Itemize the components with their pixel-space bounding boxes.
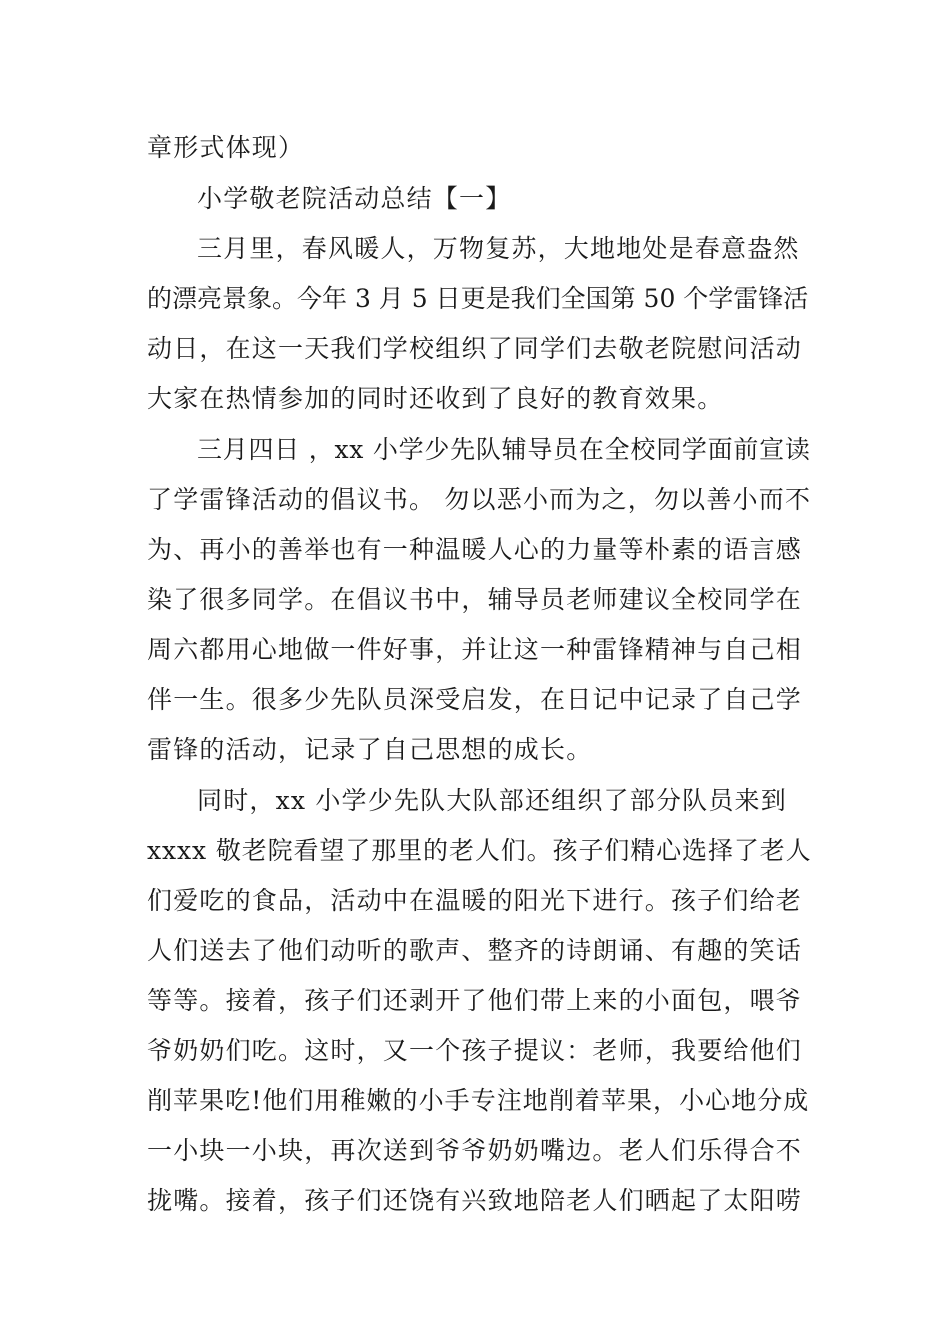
text-line: 们爱吃的食品，活动中在温暖的阳光下进行。孩子们给老 <box>147 886 803 915</box>
text-line: 等等。接着，孩子们还剥开了他们带上来的小面包，喂爷 <box>147 986 803 1015</box>
text-line: 爷奶奶们吃。这时，又一个孩子提议：老师，我要给他们 <box>147 1036 803 1065</box>
text-line: 三月里，春风暖人，万物复苏，大地地处是春意盎然 <box>197 234 800 263</box>
section-heading: 小学敬老院活动总结【一】 <box>197 184 512 213</box>
text-line: 了学雷锋活动的倡议书。 勿以恶小而为之，勿以善小而不 <box>147 485 812 514</box>
text-line: 大家在热情参加的同时还收到了良好的教育效果。 <box>147 384 724 413</box>
text-line: 一小块一小块，再次送到爷爷奶奶嘴边。老人们乐得合不 <box>147 1136 803 1165</box>
text-line: 削苹果吃!他们用稚嫩的小手专注地削着苹果，小心地分成 <box>147 1086 810 1115</box>
text-line: 人们送去了他们动听的歌声、整齐的诗朗诵、有趣的笑话 <box>147 936 803 965</box>
text-line: 为、再小的善举也有一种温暖人心的力量等朴素的语言感 <box>147 535 803 564</box>
text-line: 雷锋的活动，记录了自己思想的成长。 <box>147 735 593 764</box>
text-line: 动日，在这一天我们学校组织了同学们去敬老院慰问活动 <box>147 334 803 363</box>
text-line: xxxx 敬老院看望了那里的老人们。孩子们精心选择了老人 <box>147 836 812 865</box>
text-line: 染了很多同学。在倡议书中，辅导员老师建议全校同学在 <box>147 585 803 614</box>
text-line: 的漂亮景象。今年 3 月 5 日更是我们全国第 50 个学雷锋活 <box>147 284 809 313</box>
text-line: 拢嘴。接着，孩子们还饶有兴致地陪老人们晒起了太阳唠 <box>147 1186 803 1215</box>
text-line: 周六都用心地做一件好事，并让这一种雷锋精神与自己相 <box>147 635 803 664</box>
text-line: 同时，xx 小学少先队大队部还组织了部分队员来到 <box>197 786 787 815</box>
text-line: 章形式体现） <box>147 133 305 162</box>
text-line: 三月四日 ，xx 小学少先队辅导员在全校同学面前宣读 <box>197 435 811 464</box>
text-line: 伴一生。很多少先队员深受启发，在日记中记录了自己学 <box>147 685 803 714</box>
